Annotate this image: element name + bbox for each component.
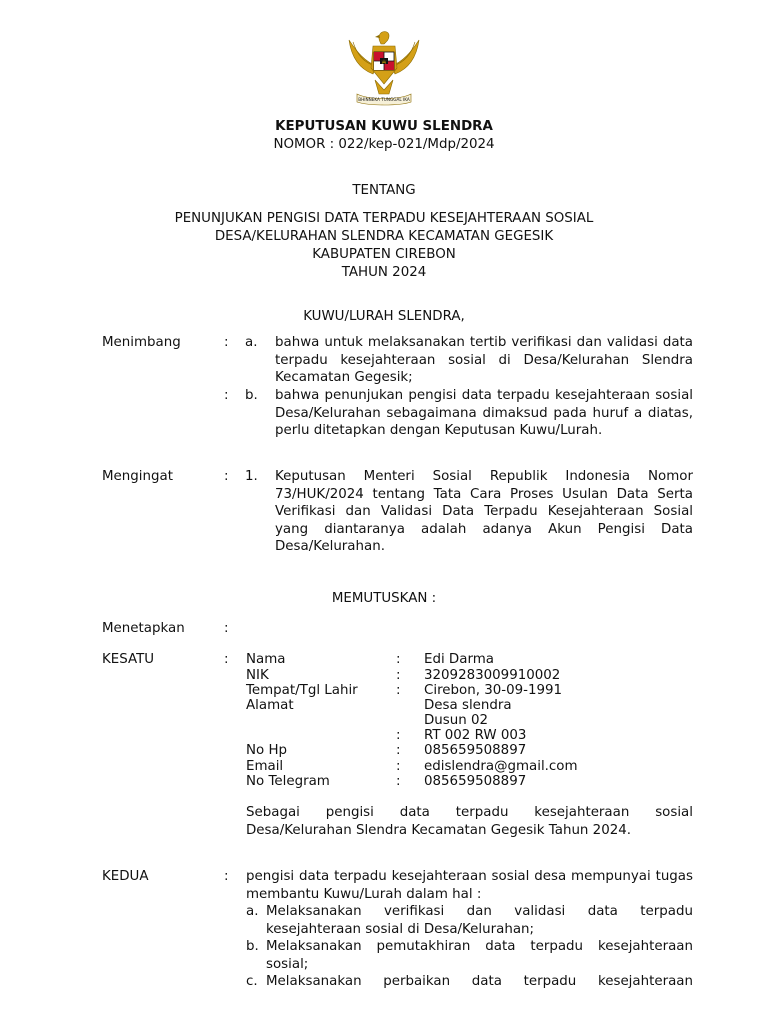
authority-line: KUWU/LURAH SLENDRA, <box>303 309 465 324</box>
field-colon: : <box>396 728 401 743</box>
kedua-item-a: Melaksanakan verifikasi dan validasi data terpadu kesejahteraan sosial di Desa/Kelurahan; <box>266 904 693 937</box>
field-value-birth: Cirebon, 30-09-1991 <box>424 683 563 698</box>
menetapkan-label: Menetapkan <box>102 621 185 636</box>
kedua-colon: : <box>224 869 229 884</box>
field-colon: : <box>396 668 401 683</box>
field-value-alamat-2: Dusun 02 <box>424 713 489 728</box>
kedua-marker-b: b. <box>246 939 259 954</box>
menimbang-colon-b: : <box>224 388 229 403</box>
kedua-item-c: Melaksanakan perbaikan data terpadu kesejahteraan <box>266 974 693 989</box>
kedua-marker-c: c. <box>246 974 258 989</box>
field-colon: : <box>396 652 401 667</box>
document-title: KEPUTUSAN KUWU SLENDRA <box>275 119 493 134</box>
field-value-nik: 3209283009910002 <box>424 668 561 683</box>
field-value-email: edislendra@gmail.com <box>424 759 578 774</box>
kesatu-closing: Sebagai pengisi data terpadu kesejahteraan sosial Desa/Kelurahan Slendra Kecamatan Gegesik Tahun 2024. <box>246 805 693 838</box>
subject-line-1: PENUNJUKAN PENGISI DATA TERPADU KESEJAHTERAAN SOSIAL <box>174 211 594 226</box>
field-key: Nama <box>246 652 286 667</box>
kedua-item-b: Melaksanakan pemutakhiran data terpadu kesejahteraan sosial; <box>266 939 693 972</box>
menimbang-colon-a: : <box>224 335 229 350</box>
menimbang-marker-b: b. <box>245 388 258 403</box>
svg-text:BHINNEKA TUNGGAL IKA: BHINNEKA TUNGGAL IKA <box>358 97 410 102</box>
field-colon: : <box>396 774 401 789</box>
mengingat-colon: : <box>224 469 229 484</box>
menimbang-marker-a: a. <box>245 335 258 350</box>
kedua-marker-a: a. <box>246 904 259 919</box>
document-number: NOMOR : 022/kep-021/Mdp/2024 <box>273 137 495 152</box>
field-key: Alamat <box>246 698 294 713</box>
field-colon: : <box>396 759 401 774</box>
kesatu-label: KESATU <box>102 652 155 667</box>
field-value-hp: 085659508897 <box>424 743 527 758</box>
memutuskan-heading: MEMUTUSKAN : <box>331 591 437 606</box>
field-value-alamat-3: RT 002 RW 003 <box>424 728 527 743</box>
field-key: No Hp <box>246 743 288 758</box>
kedua-label: KEDUA <box>102 869 149 884</box>
field-key: Tempat/Tgl Lahir <box>246 683 358 698</box>
mengingat-item-1: Keputusan Menteri Sosial Republik Indonesia Nomor 73/HUK/2024 tentang Tata Cara Proses Usulan Data Serta Verifikasi dan Validasi Data Terpadu Kesejahteraan Sosial yang diantaranya adalah adanya Akun Pengisi Data Desa/Kelurahan. <box>275 469 693 555</box>
field-key: NIK <box>246 668 269 683</box>
field-key: Email <box>246 759 284 774</box>
garuda-pancasila-emblem-icon <box>343 28 425 106</box>
field-key: No Telegram <box>246 774 330 789</box>
field-colon: : <box>396 743 401 758</box>
mengingat-marker-1: 1. <box>245 469 258 484</box>
menimbang-item-a: bahwa untuk melaksanakan tertib verifikasi dan validasi data terpadu kesejahteraan sosial di Desa/Kelurahan Slendra Kecamatan Gegesik; <box>275 335 693 386</box>
subject-line-4: TAHUN 2024 <box>341 265 427 280</box>
menimbang-label: Menimbang <box>102 335 181 350</box>
subject-line-2: DESA/KELURAHAN SLENDRA KECAMATAN GEGESIK <box>214 229 554 244</box>
kedua-intro: pengisi data terpadu kesejahteraan sosial desa mempunyai tugas membantu Kuwu/Lurah dalam hal : <box>246 869 693 902</box>
tentang-heading: TENTANG <box>352 183 416 198</box>
subject-line-3: KABUPATEN CIREBON <box>312 247 456 262</box>
field-value-alamat-1: Desa slendra <box>424 698 512 713</box>
menimbang-item-b: bahwa penunjukan pengisi data terpadu kesejahteraan sosial Desa/Kelurahan sebagaimana dimaksud pada huruf a diatas, perlu ditetapkan dengan Keputusan Kuwu/Lurah. <box>275 388 693 439</box>
kesatu-colon: : <box>224 652 229 667</box>
menetapkan-colon: : <box>224 621 229 636</box>
mengingat-label: Mengingat <box>102 469 173 484</box>
field-value-telegram: 085659508897 <box>424 774 527 789</box>
field-value-nama: Edi Darma <box>424 652 494 667</box>
field-colon: : <box>396 683 401 698</box>
